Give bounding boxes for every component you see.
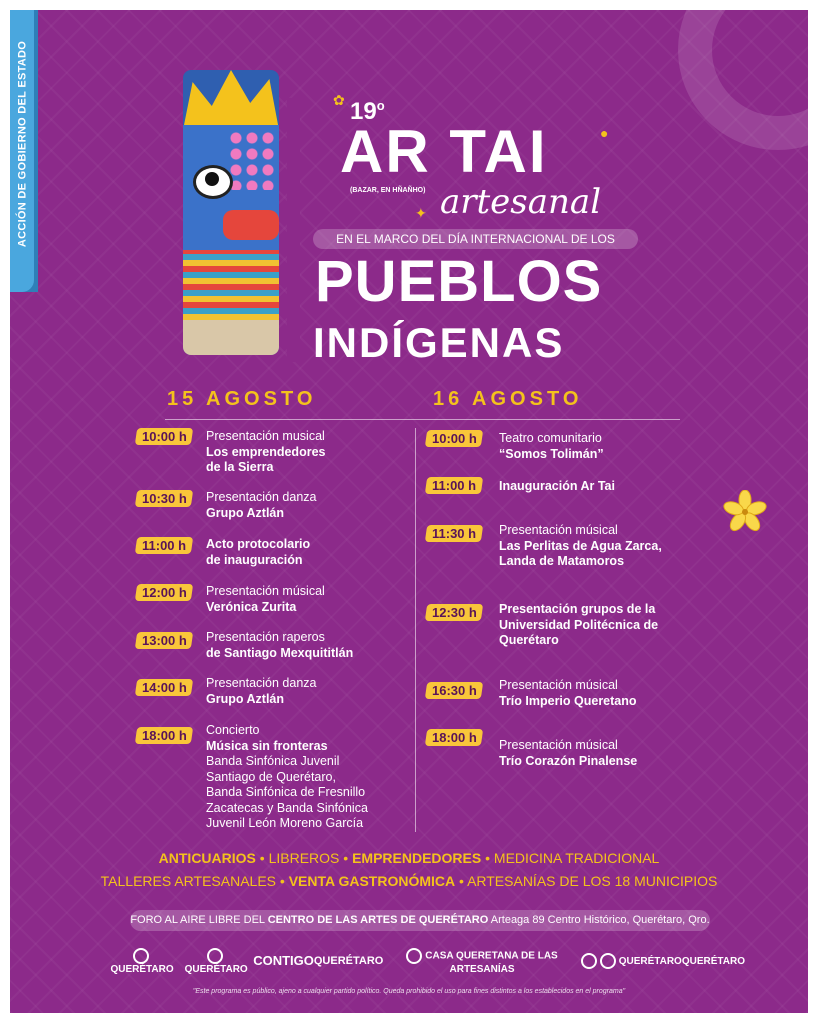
event-time: 13:00 h	[135, 632, 193, 649]
categories-line-2: TALLERES ARTESANALES • VENTA GASTRONÓMICA • ARTESANÍAS DE LOS 18 MUNICIPIOS	[100, 873, 718, 889]
event-item: Presentación grupos de la Universidad Politécnica de Querétaro	[499, 602, 659, 647]
logo-coordinacion	[581, 953, 600, 969]
event-time: 12:30 h	[425, 604, 483, 621]
event-title: AR TAI	[340, 118, 548, 185]
event-item: Acto protocolario de inauguración	[206, 537, 311, 567]
seal-icon	[133, 948, 149, 964]
event-time: 11:30 h	[425, 525, 483, 542]
side-tab	[10, 10, 38, 292]
event-item: Teatro comunitario “Somos Tolimán”	[499, 431, 604, 461]
event-subtitle: artesanal	[440, 182, 602, 222]
day-1-date: 15 AGOSTO	[167, 388, 317, 410]
q-icon	[207, 948, 223, 964]
edition-number: 19$^o$	[350, 98, 385, 125]
event-time: 18:00 h	[135, 727, 193, 744]
event-item: Presentación danza Grupo Aztlán	[206, 490, 317, 520]
sponsor-logos	[105, 945, 745, 977]
logo-queretaro-municipio: QUERÉTARO	[618, 955, 682, 967]
poster	[10, 10, 808, 1013]
context-banner: EN EL MARCO DEL DÍA INTERNACIONAL DE LOS	[313, 229, 638, 249]
dot-icon: ●	[600, 125, 609, 141]
event-item: Concierto Música sin fronteras Banda Sinfónica Juvenil Santiago de Querétaro, Banda Sinfónica de Fresnillo Zacatecas y Banda Sinfónica Juvenil León Moreno García	[206, 723, 368, 830]
logo-queretaro-con-futuro: QUERÉTARO	[681, 955, 745, 967]
event-item: Presentación músical Trío Corazón Pinalense	[499, 738, 638, 768]
swirl-icon	[581, 953, 597, 969]
event-time: 11:00 h	[135, 537, 193, 554]
event-item: Presentación danza Grupo Aztlán	[206, 676, 317, 706]
logo-casa-artesanias: CASA QUERETANA DE LAS ARTESANÍAS	[383, 948, 580, 975]
event-time: 14:00 h	[135, 679, 193, 696]
event-item: Presentación músical Las Perlitas de Agua Zarca, Landa de Matamoros	[499, 523, 662, 568]
logo-contigo: CONTIGO	[253, 952, 314, 968]
categories-line-1: ANTICUARIOS • LIBREROS • EMPRENDEDORES • MEDICINA TRADICIONAL	[158, 850, 660, 866]
flower-icon	[723, 490, 767, 534]
logo-queretaro-secretaria: QUERÉTARO	[313, 954, 384, 967]
event-time: 12:00 h	[135, 584, 193, 601]
logo-culturas-populares	[600, 953, 619, 969]
decorative-ring	[678, 10, 808, 150]
event-item: Presentación músical Trío Imperio Queretano	[499, 678, 637, 708]
divider-horizontal	[165, 419, 680, 420]
headline-pueblos: PUEBLOS	[315, 249, 603, 314]
alebrije-image	[183, 70, 279, 355]
event-item: Presentación músical Verónica Zurita	[206, 584, 325, 614]
headline-indigenas: INDÍGENAS	[313, 319, 565, 366]
event-time: 10:00 h	[425, 430, 483, 447]
logo-queretaro-gobierno: QUERÉTARO	[105, 948, 179, 975]
venue-banner: FORO AL AIRE LIBRE DEL CENTRO DE LAS ARTES DE QUERÉTARO Arteaga 89 Centro Histórico, Querétaro, Qro.	[130, 910, 710, 931]
event-time: 10:30 h	[135, 490, 193, 507]
divider-vertical	[415, 428, 416, 832]
event-time: 18:00 h	[425, 729, 483, 746]
legal-disclaimer: "Este programa es público, ajeno a cualquier partido político. Queda prohibido el uso para fines distintos a los establecidos en el programa"	[192, 988, 626, 995]
side-tab-label: ACCIÓN DE GOBIERNO DEL ESTADO	[16, 40, 29, 248]
event-time: 11:00 h	[425, 477, 483, 494]
leaf-icon: ✦	[415, 205, 427, 221]
event-item: Presentación musical Los emprendedores de la Sierra	[206, 429, 326, 474]
event-item: Inauguración Ar Tai	[499, 479, 615, 493]
event-time: 10:00 h	[135, 428, 193, 445]
event-time: 16:30 h	[425, 682, 483, 699]
circle-icon	[600, 953, 616, 969]
bee-icon: ✿	[333, 92, 345, 108]
title-translation: (BAZAR, EN HÑAÑHO)	[350, 187, 426, 194]
house-icon	[406, 948, 422, 964]
logo-queretaro-gobierno-estado: QUERÉTARO	[179, 948, 253, 975]
day-2-date: 16 AGOSTO	[433, 388, 583, 410]
event-item: Presentación raperos de Santiago Mexquititlán	[206, 630, 354, 660]
